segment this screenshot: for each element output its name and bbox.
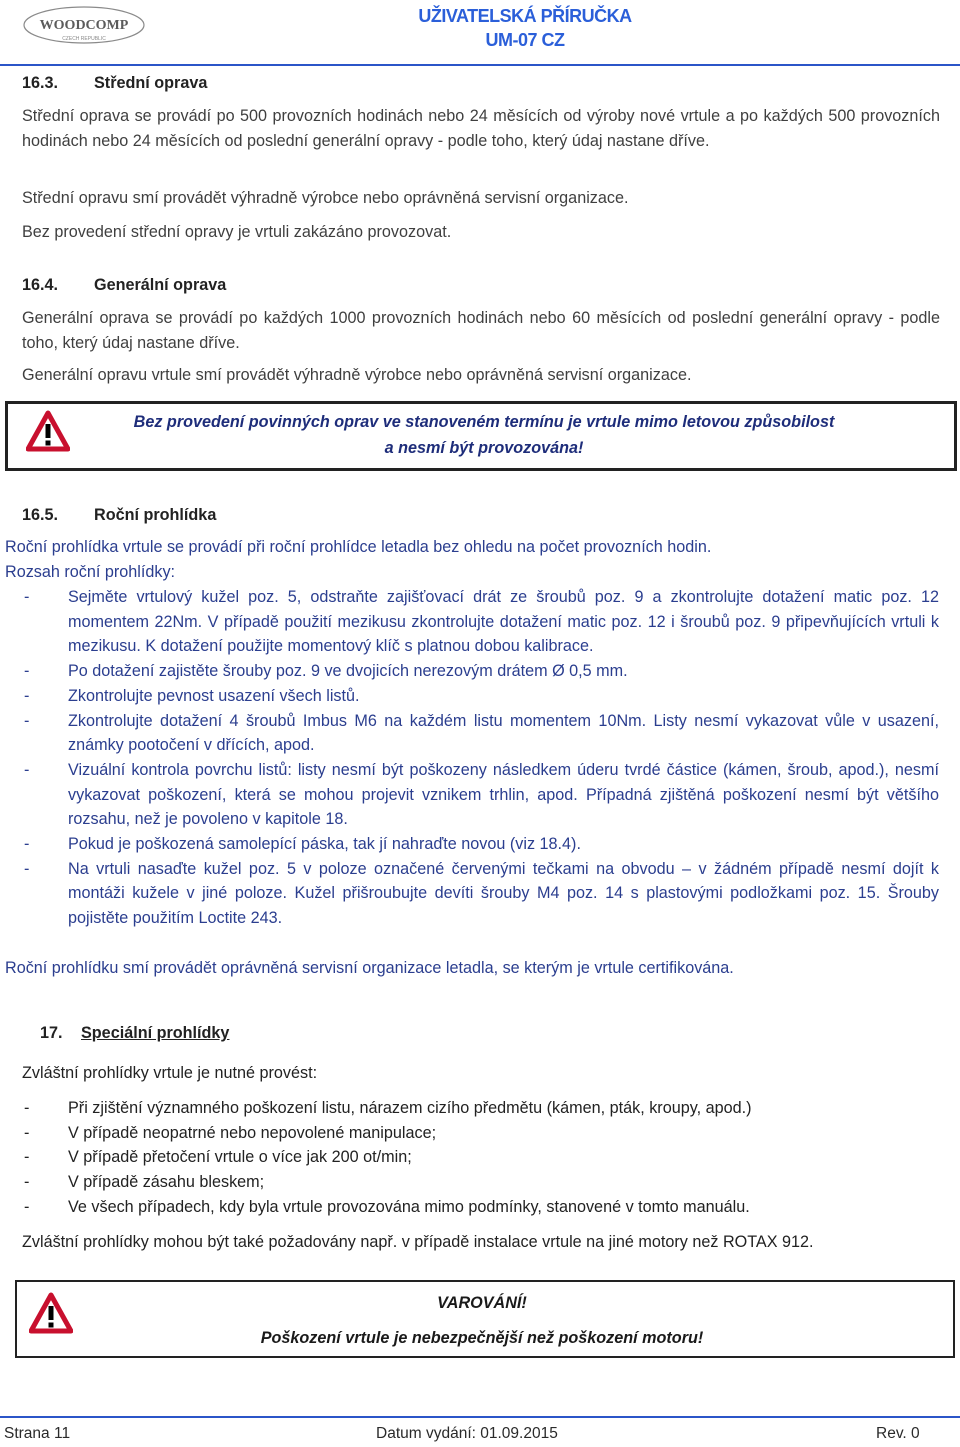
paragraph: Bez provedení střední opravy je vrtuli zakázáno provozovat. [22, 223, 452, 241]
issue-date: Datum vydání: 01.09.2015 [376, 1425, 558, 1442]
warning-box [5, 401, 957, 471]
annual-inspection-list [22, 585, 939, 931]
section-title: Roční prohlídka [94, 506, 217, 524]
footer-divider [0, 1416, 960, 1418]
manual-code: UM-07 CZ [485, 30, 565, 50]
paragraph: Zvláštní prohlídky vrtule je nutné provést: [22, 1064, 318, 1082]
section-16-5-heading [22, 503, 216, 528]
list-item: - Sejměte vrtulový kužel poz. 5, odstraňte zajišťovací drát ze šroubů poz. 9 a zkontrolujte dotažení matic poz. 12 momentem 22Nm. V případě použití mezikusu zkontrolujte dotažení matic poz. 12 i šroubů poz. 9 připevňujících vrtuli k mezikusu. K dotažení použijte momentový klíč s platnou dobou kalibrace. [22, 585, 939, 659]
section-number: 16.4. [22, 276, 59, 294]
list-item: - V případě zásahu bleskem; [22, 1170, 939, 1195]
list-item: - Při zjištění významného poškození listu, nárazem cizího předmětu (kámen, pták, kroupy, apod.) [22, 1096, 939, 1121]
warning-text: Poškození vrtule je nebezpečnější než poškození motoru! [260, 1329, 704, 1347]
paragraph: Roční prohlídku smí provádět oprávněná servisní organizace letadla, se kterým je vrtule certifikována. [5, 959, 734, 977]
list-item: - Zkontrolujte pevnost usazení všech listů. [22, 684, 939, 709]
paragraph: Rozsah roční prohlídky: [5, 563, 176, 581]
paragraph: Generální opravu vrtule smí provádět výhradně výrobce nebo oprávněná servisní organizace. [22, 366, 692, 384]
paragraph: Střední oprava se provádí po 500 provozních hodinách nebo 24 měsících od výroby nové vrtule a po každých 500 provozních hodinách nebo 24 měsících od poslední generální opravy - podle toho, který údaj nastane dříve. [22, 107, 940, 150]
manual-title: UŽIVATELSKÁ PŘÍRUČKA [418, 6, 632, 26]
revision: Rev. 0 [876, 1425, 920, 1442]
section-number: 17. [40, 1024, 63, 1042]
section-number: 16.3. [22, 74, 59, 92]
list-item: - Pokud je poškozená samolepící páska, tak jí nahraďte novou (viz 18.4). [22, 832, 939, 857]
list-item: - V případě neopatrné nebo nepovolené manipulace; [22, 1121, 939, 1146]
paragraph: Střední opravu smí provádět výhradně výrobce nebo oprávněná servisní organizace. [22, 189, 629, 207]
logo-text: WOODCOMP [39, 18, 129, 33]
list-item: - Ve všech případech, kdy byla vrtule provozována mimo podmínky, stanovené v tomto manuálu. [22, 1195, 939, 1220]
warning-box-2 [15, 1280, 955, 1358]
paragraph: Generální oprava se provádí po každých 1000 provozních hodinách nebo 60 měsících od poslední generální opravy - podle toho, který údaj nastane dříve. [22, 309, 940, 352]
document-title [380, 4, 670, 52]
list-item: - Vizuální kontrola povrchu listů: listy nesmí být poškozeny následkem úderu tvrdé částice (kámen, šroub, apod.), nesmí vykazovat poškození, která se mohou projevit vznikem trhlin, apod. Případná zjištěná poškození nesmí být většího rozsahu, než je povoleno v kapitole 18. [22, 758, 939, 832]
list-item: - Zkontrolujte dotažení 4 šroubů Imbus M6 na každém listu momentem 10Nm. Listy nesmí vykazovat vůle v usazení, známky pootočení v dřících, apod. [22, 709, 939, 758]
section-16-3-heading [22, 71, 207, 96]
section-title: Speciální prohlídky [81, 1024, 230, 1042]
header-divider [0, 64, 960, 66]
section-title: Střední oprava [94, 74, 208, 92]
warning-text-line1: Bez provedení povinných oprav ve stanoveném termínu je vrtule mimo letovou způsobilost [133, 413, 835, 431]
warning-text-line2: a nesmí být provozována! [384, 439, 584, 457]
section-16-4-heading [22, 273, 226, 298]
special-inspection-list [22, 1096, 939, 1220]
list-item: - Na vrtuli nasaďte kužel poz. 5 v poloze označené červenými tečkami na obvodu – v žádném případě nesmí dojít k montáži kužele v jiné poloze. Kužel přišroubujte devíti šrouby M4 poz. 14 s plastovými podložkami poz. 15. Šrouby pojistěte použitím Loctite 243. [22, 857, 939, 931]
section-number: 16.5. [22, 506, 59, 524]
logo-subtext: CZECH REPUBLIC [62, 36, 106, 42]
list-item: - V případě přetočení vrtule o více jak 200 ot/min; [22, 1145, 939, 1170]
section-title: Generální oprava [94, 276, 227, 294]
paragraph: Zvláštní prohlídky mohou být také požadovány např. v případě instalace vrtule na jiné motory než ROTAX 912. [22, 1233, 814, 1251]
warning-triangle-icon [26, 410, 70, 452]
section-17-heading [40, 1021, 229, 1046]
paragraph: Roční prohlídka vrtule se provádí při roční prohlídce letadla bez ohledu na počet provozních hodin. [5, 538, 712, 556]
warning-title: VAROVÁNÍ! [437, 1294, 527, 1312]
company-logo [22, 5, 152, 47]
page-number: Strana 11 [4, 1425, 71, 1442]
list-item: - Po dotažení zajistěte šrouby poz. 9 ve dvojicích nerezovým drátem Ø 0,5 mm. [22, 659, 939, 684]
